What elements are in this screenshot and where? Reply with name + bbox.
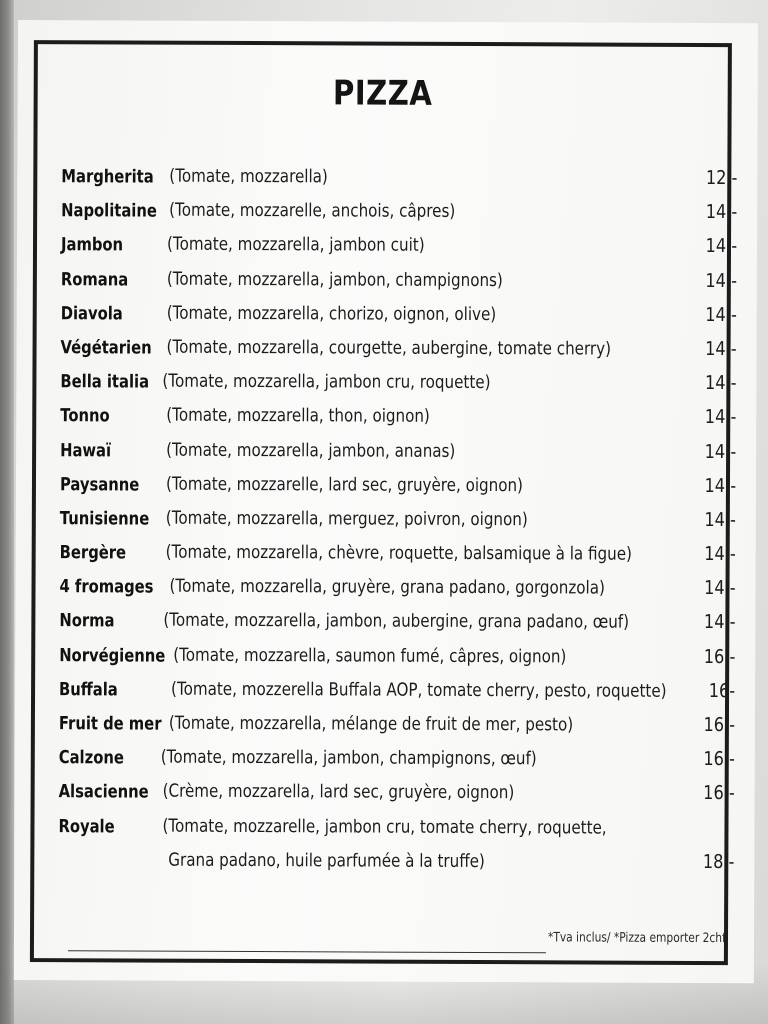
item-name: Napolitaine [61, 200, 157, 222]
item-name: Alsacienne [58, 781, 149, 803]
item-price: 14.- [704, 440, 737, 463]
item-price: 16.- [703, 713, 735, 737]
item-name: Fruit de mer [58, 713, 162, 735]
menu-item [61, 162, 737, 199]
item-description: (Tomate, mozzarelle, lard sec, gruyère, oignon) [165, 473, 524, 496]
item-description: (Tomate, mozzarelle, jambon cru, tomate cherry, roquette, [162, 815, 607, 839]
item-price: 14.- [703, 577, 736, 600]
menu-item [60, 504, 736, 541]
item-description: (Tomate, mozzarella) [169, 165, 328, 188]
pizza-list [58, 162, 737, 883]
item-description: (Tomate, mozzarella, mélange de fruit de mer, pesto) [168, 712, 574, 736]
item-name: Tonno [60, 405, 110, 427]
menu-sheet [14, 20, 758, 983]
menu-item [59, 641, 735, 678]
item-name: Diavola [60, 302, 123, 325]
item-price: 14.- [704, 474, 737, 497]
menu-item [59, 572, 735, 609]
menu-item [59, 743, 735, 780]
menu-item [61, 265, 737, 302]
item-price: 16.- [703, 645, 736, 668]
photo-left-edge [0, 0, 14, 1024]
menu-item [61, 299, 737, 336]
item-price: 16.- [703, 782, 735, 805]
item-price: 12.- [705, 167, 738, 190]
footer-rule [68, 950, 546, 953]
item-price: 14.- [705, 201, 738, 224]
item-name: Bella italia [60, 371, 150, 393]
menu-item [59, 778, 735, 815]
item-name: Norvégienne [59, 644, 166, 667]
item-price: 16- [708, 679, 736, 702]
item-description: (Tomate, mozzarella, merguez, poivron, oignon) [165, 507, 528, 531]
item-name: Calzone [58, 747, 124, 769]
menu-item [60, 333, 736, 370]
item-description: (Tomate, mozzerella Buffala AOP, tomate cherry, pesto, roquette) [171, 678, 667, 702]
item-description: (Tomate, mozzarella, gruyère, grana padano, gorgonzola) [169, 575, 605, 599]
item-price: 14.- [704, 543, 736, 566]
item-description: (Crème, mozzarella, lard sec, gruyère, oignon) [162, 781, 515, 804]
item-name: Végétarien [60, 337, 152, 359]
item-name: Paysanne [59, 473, 140, 496]
item-name: Tunisienne [59, 508, 150, 530]
item-description: (Tomate, mozzarella, jambon, aubergine, grana padano, œuf) [163, 610, 630, 634]
menu-item [60, 436, 736, 473]
item-description: (Tomate, mozzarella, thon, oignon) [166, 404, 430, 428]
footer-note: *Tva inclus/ *Pizza emporter 2chf [547, 930, 726, 947]
menu-item [61, 196, 737, 233]
item-price: 14.- [705, 235, 738, 258]
item-description: (Tomate, mozzarella, saumon fumé, câpres, oignon) [173, 644, 567, 668]
menu-item [59, 709, 735, 746]
item-description: (Tomate, mozzarella, chèvre, roquette, balsamique à la figue) [165, 541, 632, 565]
menu-item [60, 367, 736, 404]
item-description: (Tomate, mozzarella, jambon cuit) [166, 234, 425, 257]
item-name: 4 fromages [59, 576, 154, 598]
item-price: 14.- [703, 611, 736, 634]
item-name: Jambon [60, 234, 124, 256]
item-name: Buffala [59, 678, 118, 701]
item-description: (Tomate, mozzarella, jambon cru, roquette) [162, 370, 491, 394]
menu-item-continuation [58, 846, 734, 883]
item-price: 14.- [705, 337, 737, 361]
item-price: 16.- [703, 748, 735, 771]
item-price: 14.- [705, 303, 737, 326]
item-description: (Tomate, mozzarella, jambon, ananas) [166, 439, 456, 462]
item-name: Romana [60, 268, 129, 291]
item-description-line2: Grana padano, huile parfumée à la truffe) [168, 849, 485, 872]
item-price: 14.- [704, 406, 737, 429]
menu-item [59, 607, 735, 644]
menu-item [59, 675, 735, 712]
item-name: Margherita [61, 166, 154, 188]
menu-item [60, 470, 736, 507]
item-name: Norma [59, 610, 115, 632]
item-price: 14.- [704, 508, 736, 532]
item-price: 14.- [705, 269, 737, 292]
menu-title: PIZZA [332, 73, 433, 114]
item-name: Bergère [59, 542, 127, 564]
menu-item [58, 812, 734, 849]
item-description: (Tomate, mozzarella, jambon, champignons, œuf) [160, 746, 537, 770]
item-description: (Tomate, mozzarella, courgette, aubergine, tomate cherry) [166, 336, 612, 360]
menu-frame [30, 40, 738, 965]
item-name: Royale [58, 815, 115, 837]
item-description: (Tomate, mozzarella, jambon, champignons) [166, 268, 503, 291]
menu-item [60, 538, 736, 575]
item-price: 14.- [704, 372, 737, 395]
menu-item [60, 402, 736, 439]
item-name: Hawaï [60, 439, 112, 461]
item-price: 18.- [702, 850, 735, 873]
item-description: (Tomate, mozzarella, chorizo, oignon, olive) [166, 302, 497, 325]
menu-item [61, 231, 737, 268]
item-description: (Tomate, mozzarelle, anchois, câpres) [169, 199, 456, 223]
